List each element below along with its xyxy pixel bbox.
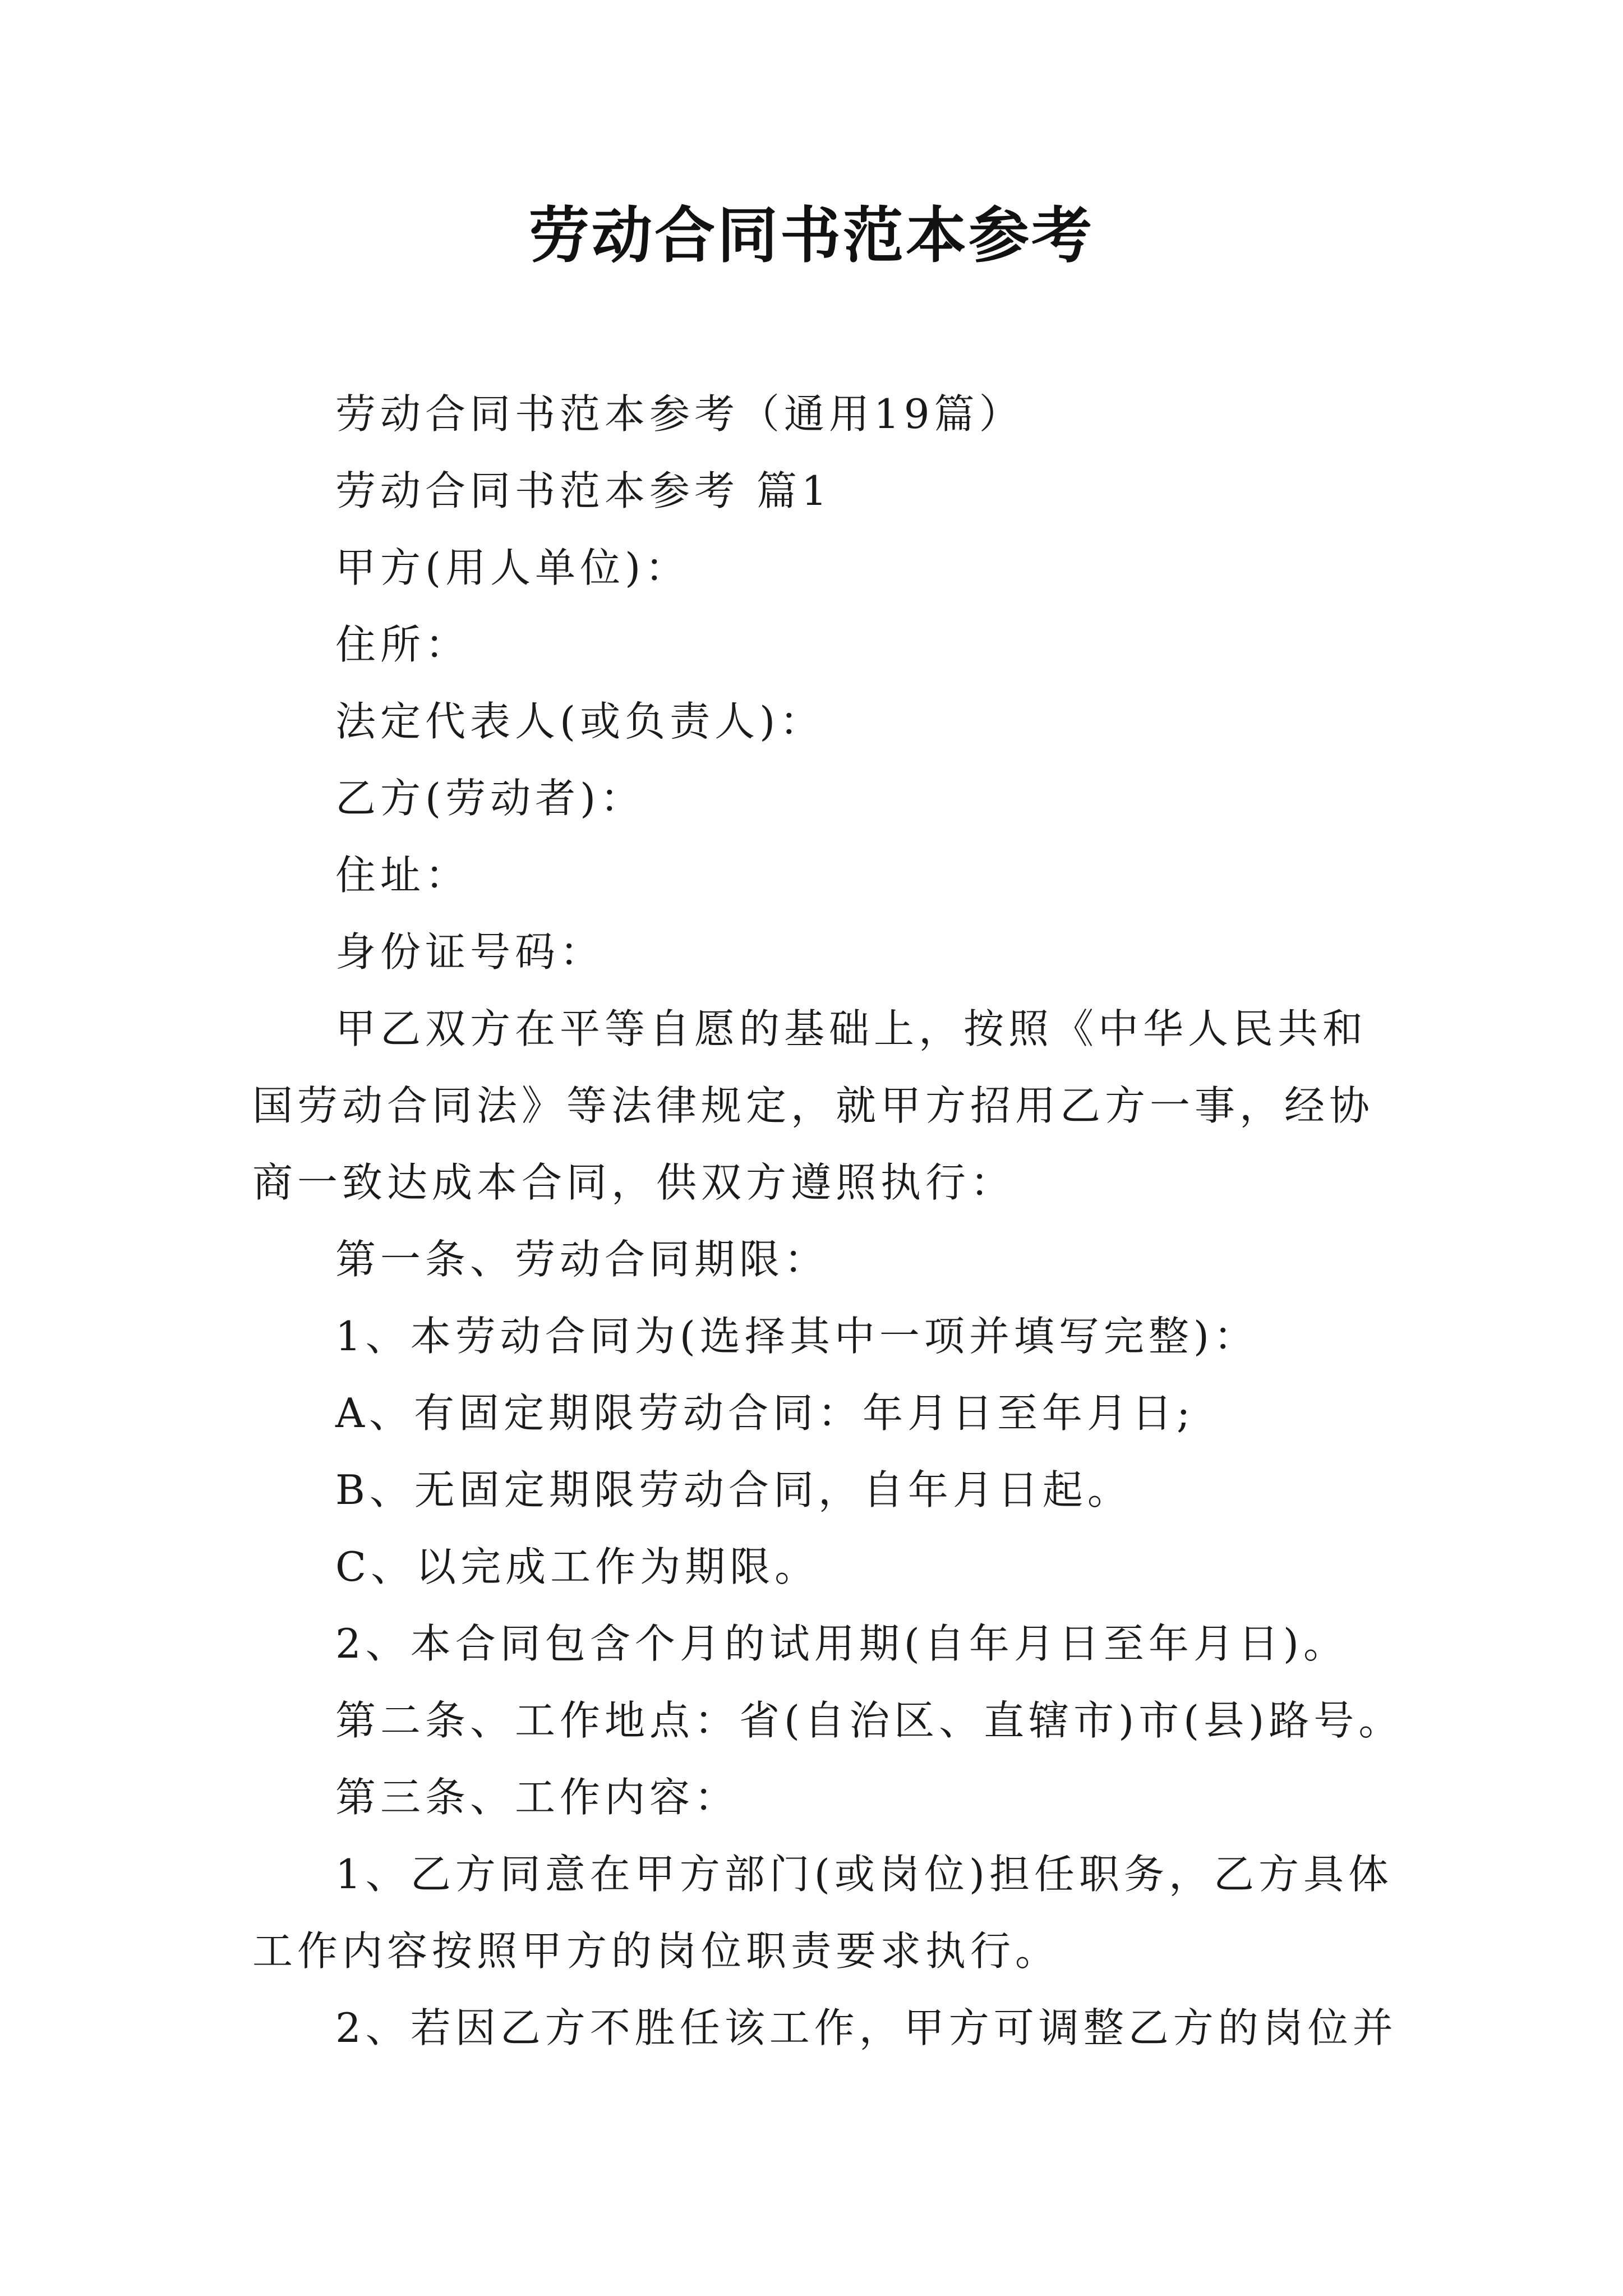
- paragraph-article-3: 第三条、工作内容：: [335, 1774, 740, 1821]
- document-body: [252, 376, 1408, 2067]
- paragraph-item: B、无固定期限劳动合同，自年月日起。: [335, 1466, 1132, 1513]
- paragraph-item: 2、本合同包含个月的试用期(自年月日至年月日)。: [335, 1620, 1348, 1667]
- paragraph-residence: 住所：: [335, 621, 471, 668]
- paragraph-subtitle: 劳动合同书范本参考（通用19篇）: [335, 390, 1024, 438]
- paragraph-article-2: 第二条、工作地点：省(自治区、直辖市)市(县)路号。: [335, 1697, 1404, 1744]
- paragraph-item: 1、乙方同意在甲方部门(或岗位)担任职务，乙方具体工作内容按照甲方的岗位职责要求执行。: [252, 1851, 1393, 1975]
- paragraph-item: 2、若因乙方不胜任该工作，甲方可调整乙方的岗位并: [335, 2004, 1398, 2051]
- paragraph-item: A、有固定期限劳动合同：年月日至年月日;: [335, 1389, 1195, 1437]
- paragraph-preamble: 甲乙双方在平等自愿的基础上，按照《中华人民共和国劳动合同法》等法律规定，就甲方招用乙方一事，经协商一致达成本合同，供双方遵照执行：: [252, 1005, 1375, 1206]
- paragraph-id-number: 身份证号码：: [335, 928, 605, 976]
- paragraph-address: 住址：: [335, 852, 471, 899]
- paragraph-article-1: 第一条、劳动合同期限：: [335, 1236, 829, 1283]
- paragraph-section-heading: 劳动合同书范本参考 篇1: [335, 467, 832, 514]
- paragraph-legal-representative: 法定代表人(或负责人)：: [335, 698, 825, 745]
- paragraph-item: 1、本劳动合同为(选择其中一项并填写完整)：: [335, 1313, 1258, 1360]
- document-title: 劳动合同书范本参考: [528, 200, 1094, 271]
- paragraph-item: C、以完成工作为期限。: [335, 1543, 820, 1590]
- paragraph-party-b: 乙方(劳动者)：: [335, 775, 645, 822]
- paragraph-party-a: 甲方(用人单位)：: [335, 544, 690, 591]
